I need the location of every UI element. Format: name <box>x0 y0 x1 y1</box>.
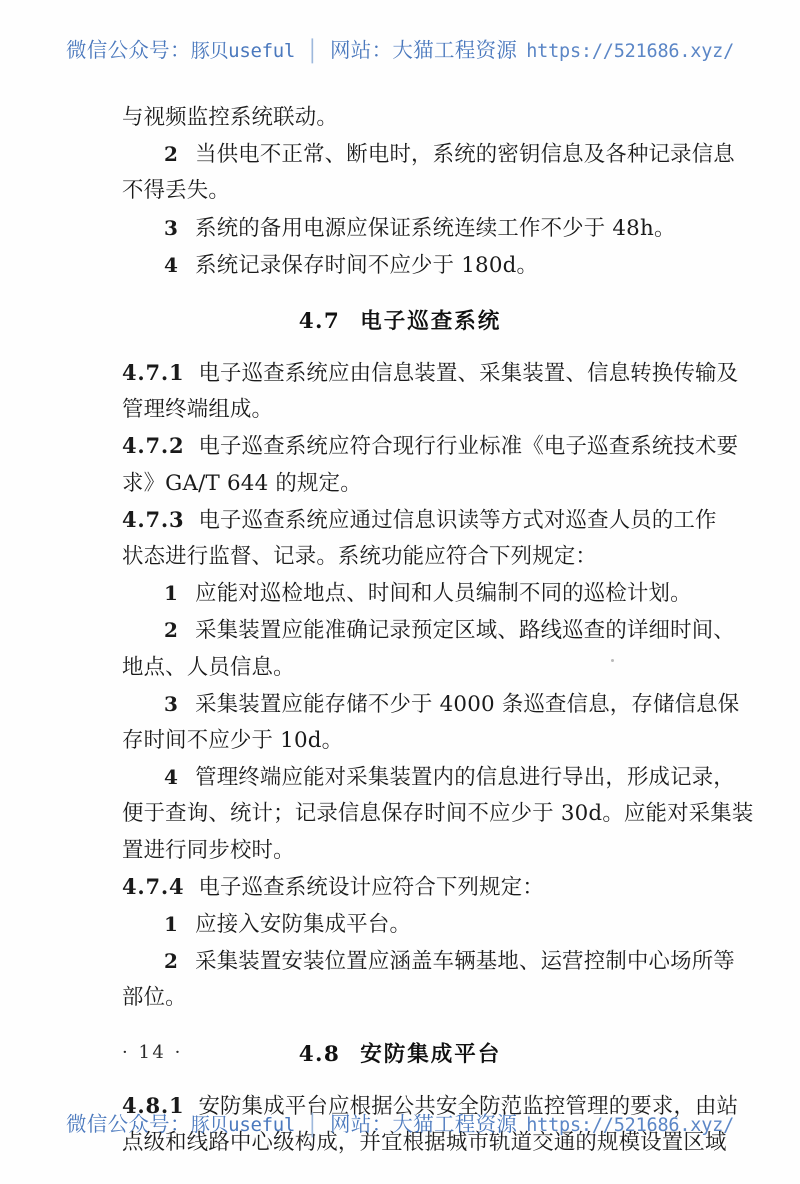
list-item <box>122 759 735 796</box>
clause-continuation: 点级和线路中心级构成，并宜根据城市轨道交通的规模设置区域 <box>122 1129 727 1155</box>
list-item-text: 系统的备用电源应保证系统连续工作不少于 48h。 <box>195 215 676 241</box>
spacer <box>122 335 678 355</box>
list-item <box>122 906 678 943</box>
clause-4-7-3 <box>122 502 717 539</box>
list-item-number: 2 <box>164 142 179 167</box>
list-item-text: 采集装置安装位置应涵盖车辆基地、运营控制中心场所等 <box>195 949 735 975</box>
carryover-line: 与视频监控系统联动。 <box>122 105 338 130</box>
spacer <box>122 284 678 304</box>
list-item-continuation: 置进行同步校时。 <box>122 837 295 863</box>
clause-number: 4.8.1 <box>122 1092 185 1118</box>
page-number: · 14 · <box>122 1042 183 1063</box>
list-item-text: 管理终端应能对采集装置内的信息进行导出，形成记录， <box>195 765 735 791</box>
section-title: 安防集成平台 <box>360 1041 502 1067</box>
watermark-wechat-label: 微信公众号： <box>65 1112 191 1136</box>
spacer <box>122 1017 678 1037</box>
watermark-site-name: 大猫工程资源 <box>392 38 518 62</box>
list-item <box>122 247 678 284</box>
watermark-site-label: 网站： <box>329 1112 393 1136</box>
clause-number: 4.7.4 <box>122 873 185 899</box>
list-item <box>122 575 692 612</box>
list-item-continuation: 地点、人员信息。 <box>122 654 295 680</box>
clause-continuation: 管理终端组成。 <box>122 397 274 423</box>
list-item <box>122 686 740 723</box>
watermark-wechat-label: 微信公众号： <box>65 38 191 62</box>
spacer <box>122 1068 678 1088</box>
list-item-text: 采集装置应能准确记录预定区域、路线巡查的详细时间、 <box>195 618 735 644</box>
watermark-wechat-account: 豚贝useful <box>190 1114 296 1136</box>
watermark-site-name: 大猫工程资源 <box>392 1112 518 1136</box>
watermark-url[interactable]: https://521686.xyz/ <box>526 1115 735 1136</box>
clause-number: 4.7.3 <box>122 506 185 532</box>
section-heading-4-7 <box>122 304 678 335</box>
list-item-number: 1 <box>164 912 179 937</box>
clause-continuation: 状态进行监督、记录。系统功能应符合下列规定： <box>122 544 597 570</box>
section-title: 电子巡查系统 <box>360 309 502 335</box>
clause-text: 电子巡查系统设计应符合下列规定： <box>198 874 544 900</box>
list-item <box>122 136 735 173</box>
section-heading-4-8 <box>122 1037 678 1068</box>
clause-continuation: 求》GA/T 644 的规定。 <box>122 470 362 496</box>
clause-number: 4.7.2 <box>122 433 185 459</box>
watermark-wechat-account: 豚贝useful <box>190 40 296 62</box>
clause-text: 电子巡查系统应符合现行行业标准《电子巡查系统技术要 <box>198 434 739 460</box>
list-item-number: 3 <box>164 215 179 240</box>
list-item-continuation: 便于查询、统计；记录信息保存时间不应少于 30d。应能对采集装 <box>122 801 754 827</box>
list-item-continuation: 不得丢失。 <box>122 178 230 204</box>
section-number: 4.7 <box>298 309 341 335</box>
list-item-text: 当供电不正常、断电时，系统的密钥信息及各种记录信息 <box>195 142 735 168</box>
watermark-separator: │ <box>306 1113 319 1137</box>
list-item <box>122 210 678 247</box>
clause-text: 电子巡查系统应由信息装置、采集装置、信息转换传输及 <box>198 361 739 387</box>
list-item <box>122 612 735 649</box>
clause-4-7-4 <box>122 869 678 906</box>
page-text-column <box>122 100 754 1161</box>
list-item-text: 应能对巡检地点、时间和人员编制不同的巡检计划。 <box>195 581 692 607</box>
watermark-header <box>0 33 800 63</box>
list-item-number: 1 <box>164 581 179 606</box>
list-item-number: 4 <box>164 252 179 277</box>
list-item-number: 3 <box>164 691 179 716</box>
list-item-number: 4 <box>164 765 179 790</box>
list-item <box>122 943 735 980</box>
clause-text: 电子巡查系统应通过信息识读等方式对巡查人员的工作 <box>198 507 717 533</box>
scan-artifact-speck <box>611 659 614 662</box>
list-item-continuation: 存时间不应少于 10d。 <box>122 728 344 754</box>
list-item-number: 2 <box>164 949 179 974</box>
list-item-number: 2 <box>164 618 179 643</box>
clause-text: 安防集成平台应根据公共安全防范监控管理的要求，由站 <box>198 1093 739 1119</box>
clause-4-7-2 <box>122 428 739 465</box>
list-item-text: 应接入安防集成平台。 <box>195 912 412 938</box>
list-item-text: 采集装置应能存储不少于 4000 条巡查信息，存储信息保 <box>195 691 740 717</box>
clause-number: 4.7.1 <box>122 360 185 386</box>
watermark-footer <box>0 1107 800 1137</box>
watermark-url[interactable]: https://521686.xyz/ <box>526 41 735 62</box>
list-item-text: 系统记录保存时间不应少于 180d。 <box>195 252 539 278</box>
section-number: 4.8 <box>298 1041 341 1067</box>
watermark-site-label: 网站： <box>329 38 393 62</box>
watermark-separator: │ <box>306 39 319 63</box>
list-item-continuation: 部位。 <box>122 985 187 1011</box>
clause-4-7-1 <box>122 355 739 392</box>
